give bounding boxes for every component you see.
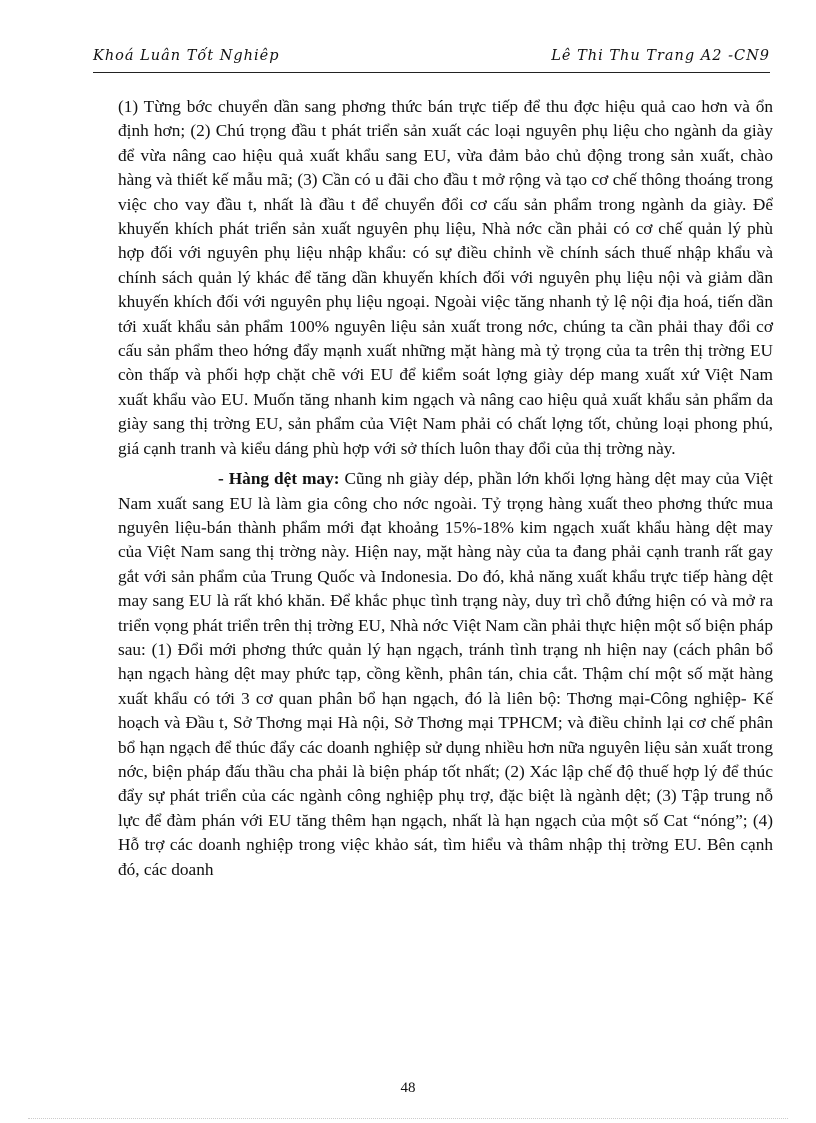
body-paragraph (118, 467, 773, 882)
paragraph-text: Cũng nh giày dép, phần lớn khối lợng hàng dệt may của Việt Nam xuất sang EU là làm gia công cho nớc ngoài. Tỷ trọng hàng xuất theo phơng thức mua nguyên liệu-bán thành phẩm mới đạt khoảng 15%-18% kim ngạch xuất khẩu hàng dệt may của Việt Nam sang thị trờng này. Hiện nay, mặt hàng này của ta đang phải cạnh tranh rất gay gắt với sản phẩm của Trung Quốc và Indonesia. Do đó, khả năng xuất khẩu trực tiếp hàng dệt may sang EU là rất khó khăn. Để khắc phục tình trạng này, duy trì chỗ đứng hiện có và mở ra triển vọng phát triển trên thị trờng EU, Nhà nớc Việt Nam cần phải thực hiện một số biện pháp sau: (1) Đổi mới phơng thức quản lý hạn ngạch, tránh tình trạng nh hiện nay (cách phân bổ hạn ngạch hàng dệt may phức tạp, cồng kềnh, phân tán, chia cắt. Thậm chí một số mặt hàng xuất khẩu có tới 3 cơ quan phân bổ hạn ngạch, đó là liên bộ: Thơng mại-Công nghiệp- Kế hoạch và Đầu t, Sở Thơng mại Hà nội, Sở Thơng mại TPHCM; và điều chỉnh lại cơ chế phân bổ hạn ngạch để thúc đẩy các doanh nghiệp sử dụng nhiều hơn nữa nguyên liệu sản xuất trong nớc, biện pháp đấu thầu cha phải là biện pháp tốt nhất; (2) Xác lập chế độ thuế hợp lý để thúc đẩy sự phát triển của các ngành công nghiệp phụ trợ, đặc biệt là ngành dệt; (3) Tập trung nỗ lực để đàm phán với EU tăng thêm hạn ngạch, nhất là hạn ngạch của một số Cat “nóng”; (4) Hỗ trợ các doanh nghiệp trong việc khảo sát, tìm hiểu và thâm nhập thị trờng EU. Bên cạnh đó, các doanh (118, 469, 773, 879)
page-bottom-divider (28, 1118, 788, 1119)
page-number: 48 (400, 1080, 416, 1096)
section-term: - Hàng dệt may: (218, 469, 340, 489)
header-thesis-title: Khoá Luân Tốt Nghiêp (93, 48, 280, 64)
header-author: Lê Thi Thu Trang A2 -CN9 (551, 48, 770, 64)
body-paragraph: (1) Từng bớc chuyển dần sang phơng thức bán trực tiếp để thu đợc hiệu quả cao hơn và ổn định hơn; (2) Chú trọng đầu t phát triển sản xuất các loại nguyên phụ liệu cho ngành da giày để vừa nâng cao hiệu quả xuất khẩu sang EU, vừa đảm bảo chủ động trong sản xuất, chào hàng và thiết kế mẫu mã; (3) Cần có u đãi cho đầu t mở rộng và tạo cơ chế thông thoáng trong việc cho vay đầu t, nhất là đầu t để chuyển đổi cơ cấu sản phẩm trong ngành da giày. Để khuyến khích phát triển sản xuất nguyên phụ liệu, Nhà nớc cần phải có cơ chế quản lý phù hợp đối với nguyên phụ liệu nhập khẩu: có sự điều chỉnh về chính sách thuế nhập khẩu và chính sách quản lý khác để tăng dần khuyến khích đối với nguyên phụ liệu nội và giảm dần khuyến khích đối với nguyên phụ liệu ngoại. Ngoài việc tăng nhanh tỷ lệ nội địa hoá, tiến dần tới xuất khẩu sản phẩm 100% nguyên liệu sản xuất trong nớc, chúng ta cần phải thay đổi cơ cấu sản phẩm theo hớng đẩy mạnh xuất những mặt hàng mà tỷ trọng của ta trên thị trờng EU còn thấp và phối hợp chặt chẽ với EU để kiểm soát lợng giày dép mang xuất xứ Việt Nam xuất khẩu vào EU. Muốn tăng nhanh kim ngạch và nâng cao hiệu quả xuất khẩu sản phẩm da giày sang thị trờng EU, sản phẩm của Việt Nam phải có chất lợng tốt, chủng loại phong phú, giá cạnh tranh và kiểu dáng phù hợp với sở thích luôn thay đổi của thị trờng này. (118, 97, 773, 458)
page-header (93, 40, 770, 73)
document-body (118, 95, 773, 882)
